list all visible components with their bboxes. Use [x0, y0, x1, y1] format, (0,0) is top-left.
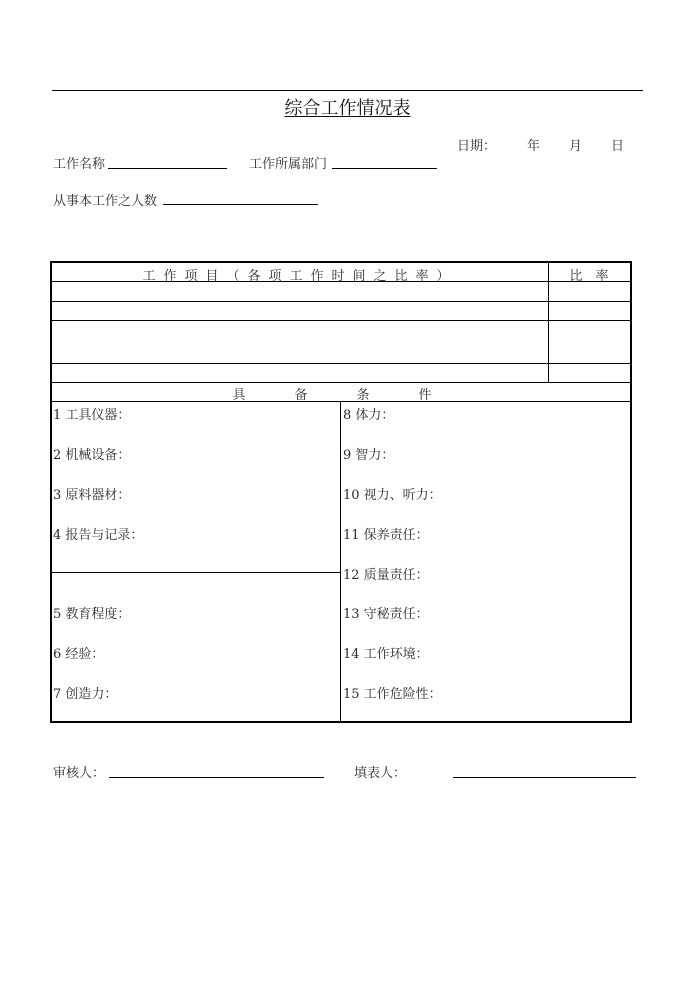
- department-field[interactable]: [332, 168, 437, 169]
- headcount-field[interactable]: [163, 204, 318, 205]
- year-label: 年: [527, 139, 541, 154]
- page-title: 综合工作情况表: [284, 98, 411, 119]
- filler-label: 填表人：: [354, 766, 407, 781]
- row-divider: [52, 363, 630, 364]
- job-name-field[interactable]: [108, 168, 227, 169]
- row-divider: [52, 301, 630, 302]
- condition-hazard: 15 工作危险性：: [343, 687, 442, 702]
- condition-education: 5 教育程度：: [53, 607, 131, 622]
- condition-quality: 12 质量责任：: [343, 568, 429, 583]
- date-label: 日期：: [457, 139, 497, 154]
- col-header-work-item: 工作项目（各项工作时间之比率）: [142, 269, 458, 284]
- condition-materials: 3 原料器材：: [53, 488, 131, 503]
- reviewer-label: 审核人：: [53, 766, 106, 781]
- condition-maintenance: 11 保养责任：: [343, 528, 429, 543]
- col-header-ratio: 比 率: [569, 269, 609, 284]
- condition-machinery: 2 机械设备：: [53, 448, 131, 463]
- filler-field[interactable]: [453, 777, 636, 778]
- top-rule: [52, 90, 643, 91]
- work-item-cell[interactable]: [54, 365, 546, 381]
- ratio-cell[interactable]: [550, 283, 628, 300]
- work-item-cell[interactable]: [54, 303, 546, 319]
- row-divider: [52, 281, 630, 282]
- condition-environment: 14 工作环境：: [343, 647, 429, 662]
- work-item-cell[interactable]: [54, 283, 546, 300]
- conditions-header: 具 备 条 件: [232, 388, 450, 403]
- row-divider: [52, 320, 630, 321]
- reviewer-field[interactable]: [109, 777, 324, 778]
- ratio-cell[interactable]: [550, 365, 628, 381]
- department-label: 工作所属部门: [249, 157, 328, 172]
- condition-confidentiality: 13 守秘责任：: [343, 607, 429, 622]
- condition-experience: 6 经验：: [53, 647, 105, 662]
- headcount-label: 从事本工作之人数: [53, 194, 158, 209]
- row-divider: [52, 382, 630, 383]
- ratio-cell[interactable]: [550, 303, 628, 319]
- condition-physical: 8 体力：: [343, 408, 395, 423]
- month-label: 月: [569, 139, 583, 154]
- left-section-divider: [52, 572, 340, 573]
- work-item-cell[interactable]: [54, 322, 546, 362]
- condition-reports: 4 报告与记录：: [53, 528, 144, 543]
- work-summary-table: [50, 261, 632, 723]
- conditions-column-divider: [340, 401, 341, 721]
- day-label: 日: [611, 139, 625, 154]
- job-name-label: 工作名称: [53, 157, 106, 172]
- condition-tools: 1 工具仪器：: [53, 408, 131, 423]
- condition-creativity: 7 创造力：: [53, 687, 118, 702]
- condition-intelligence: 9 智力：: [343, 448, 395, 463]
- condition-vision-hearing: 10 视力、听力：: [343, 488, 442, 503]
- ratio-cell[interactable]: [550, 322, 628, 362]
